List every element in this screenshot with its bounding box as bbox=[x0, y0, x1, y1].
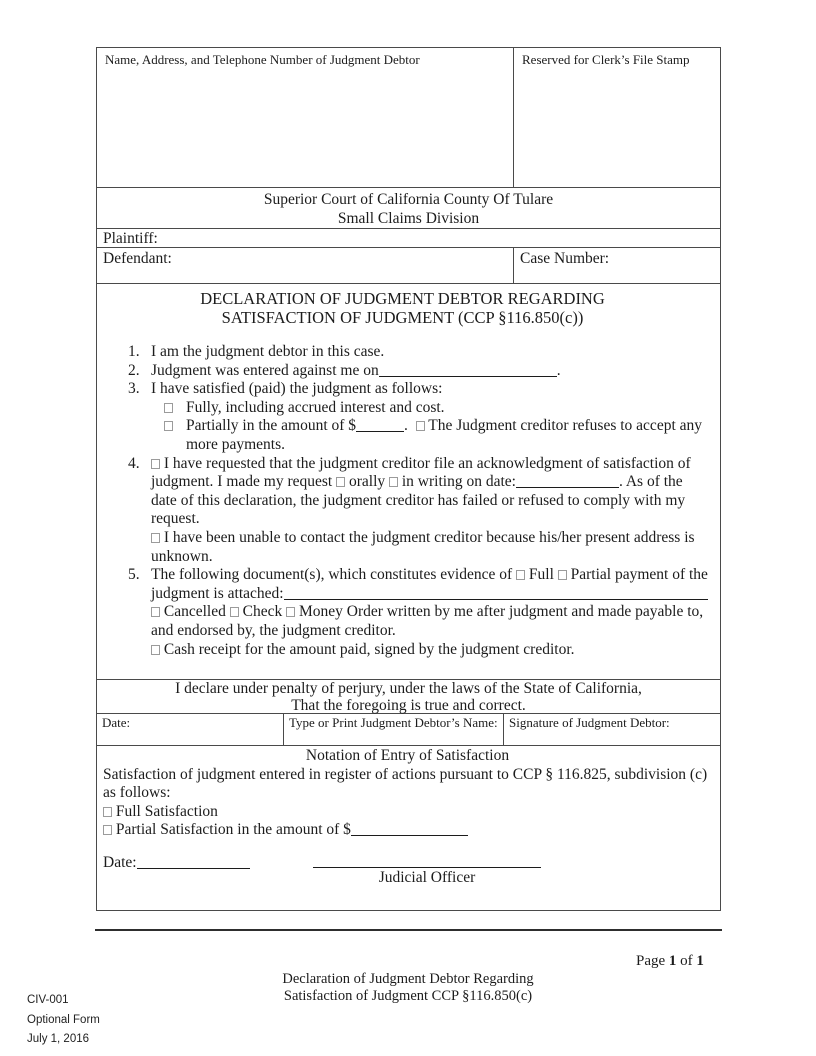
item-1-number: 1. bbox=[128, 343, 140, 360]
attached-documents-blank[interactable] bbox=[284, 586, 708, 600]
sign-signature-field[interactable] bbox=[504, 714, 720, 745]
partial-amount-blank[interactable] bbox=[356, 418, 404, 432]
cancelled-check-money-line bbox=[151, 603, 708, 640]
checkbox-cancelled[interactable] bbox=[151, 607, 160, 617]
declaration-body bbox=[97, 283, 720, 679]
full-satisfaction-label: Full Satisfaction bbox=[115, 802, 218, 820]
item-1-text: I am the judgment debtor in this case. bbox=[151, 343, 385, 360]
option-partially-dot: . bbox=[404, 417, 408, 435]
court-division: Small Claims Division bbox=[337, 210, 480, 227]
item-3-text: I have satisfied (paid) the judgment as follows: bbox=[151, 380, 443, 398]
item-5-text-a: The following document(s), which constitutes evidence of bbox=[151, 566, 513, 584]
full-payment-label: Full bbox=[528, 566, 554, 584]
item-3-content bbox=[151, 380, 708, 454]
checkbox-partial-payment[interactable] bbox=[558, 570, 567, 580]
full-satisfaction-line bbox=[103, 803, 712, 822]
notation-body: Satisfaction of judgment entered in register of actions pursuant to CCP § 116.825, subdivision (c) as follows: bbox=[103, 765, 708, 802]
checkbox-fully[interactable] bbox=[164, 403, 173, 413]
form-date: July 1, 2016 bbox=[27, 1033, 90, 1045]
item-4-unable-line bbox=[151, 529, 708, 566]
checkbox-cash-receipt[interactable] bbox=[151, 645, 160, 655]
option-partially-pre: Partially in the amount of $ bbox=[186, 417, 357, 435]
clerk-file-stamp-box bbox=[514, 48, 720, 187]
judgment-date-blank[interactable] bbox=[379, 363, 557, 377]
check-label: Check bbox=[242, 603, 283, 621]
judicial-officer-block bbox=[313, 836, 541, 888]
of-word: of bbox=[680, 953, 693, 969]
plaintiff-label: Plaintiff: bbox=[103, 230, 158, 247]
document-title-line1: DECLARATION OF JUDGMENT DEBTOR REGARDING bbox=[200, 289, 605, 308]
debtor-address-box[interactable] bbox=[97, 48, 514, 187]
checkbox-requested-acknowledgment[interactable] bbox=[151, 459, 160, 469]
cash-receipt-label: Cash receipt for the amount paid, signed by the judgment creditor. bbox=[163, 640, 575, 658]
sign-signature-label: Signature of Judgment Debtor: bbox=[509, 715, 670, 730]
in-writing-label: in writing on date: bbox=[401, 473, 516, 491]
case-number-label: Case Number: bbox=[520, 250, 610, 267]
option-fully-label: Fully, including accrued interest and cost. bbox=[186, 398, 445, 416]
checkbox-partially[interactable] bbox=[164, 421, 173, 431]
item-4 bbox=[128, 455, 708, 567]
page-total: 1 bbox=[696, 953, 704, 969]
sign-date-field[interactable] bbox=[97, 714, 284, 745]
money-order-label: Money Order written by me after judgment and made payable to, and endorsed by, the judgment creditor. bbox=[151, 603, 704, 639]
partial-payment-label: Partial payment of the judgment is bbox=[151, 566, 708, 602]
item-4-number: 4. bbox=[128, 454, 140, 472]
notation-heading: Notation of Entry of Satisfaction bbox=[305, 747, 510, 764]
option-partially bbox=[163, 417, 708, 454]
document-title-line2: SATISFACTION OF JUDGMENT (CCP §116.850(c)) bbox=[221, 307, 584, 327]
footer-divider bbox=[95, 929, 722, 931]
checkbox-orally[interactable] bbox=[336, 477, 345, 487]
sign-name-label: Type or Print Judgment Debtor’s Name: bbox=[289, 715, 498, 730]
orally-label: orally bbox=[348, 473, 386, 491]
checkbox-full-payment[interactable] bbox=[516, 570, 525, 580]
item-3-number: 3. bbox=[128, 380, 140, 398]
perjury-line1: I declare under penalty of perjury, under the laws of the State of California, bbox=[175, 680, 642, 697]
item-2-pre: Judgment was entered against me on bbox=[151, 361, 379, 379]
footer-title-line2: Satisfaction of Judgment CCP §116.850(c) bbox=[283, 988, 533, 1004]
page-number bbox=[636, 953, 704, 970]
item-4-text-a: I have requested that the judgment creditor file an acknowledgment of satisfaction of judgment. I made my request bbox=[151, 454, 691, 491]
form-identification bbox=[27, 991, 100, 1050]
notation-section bbox=[97, 745, 720, 910]
notation-date-line bbox=[103, 854, 250, 873]
option-fully bbox=[163, 399, 708, 418]
perjury-line2: That the foregoing is true and correct. bbox=[291, 697, 526, 714]
header-box bbox=[97, 48, 720, 187]
debtor-address-label: Name, Address, and Telephone Number of Judgment Debtor bbox=[105, 52, 420, 67]
form-box bbox=[96, 47, 721, 911]
notation-date-blank[interactable] bbox=[137, 855, 250, 869]
checkbox-partial-satisfaction[interactable] bbox=[103, 825, 112, 835]
item-5-content bbox=[151, 566, 708, 659]
cash-receipt-line bbox=[151, 641, 708, 660]
checkbox-unable-to-contact[interactable] bbox=[151, 533, 160, 543]
item-2-number: 2. bbox=[128, 361, 140, 379]
signature-row bbox=[97, 713, 720, 745]
checkbox-creditor-refuses[interactable] bbox=[416, 421, 425, 431]
item-5 bbox=[128, 566, 708, 659]
case-number-field[interactable] bbox=[514, 248, 720, 283]
judicial-officer-label: Judicial Officer bbox=[378, 869, 476, 886]
item-2 bbox=[128, 362, 708, 381]
cancelled-label: Cancelled bbox=[163, 603, 226, 621]
plaintiff-row[interactable] bbox=[97, 228, 720, 247]
clerk-file-stamp-label: Reserved for Clerk’s File Stamp bbox=[522, 52, 690, 67]
sign-date-label: Date: bbox=[102, 715, 131, 730]
option-partially-label bbox=[186, 417, 708, 454]
item-2-post: . bbox=[556, 361, 561, 379]
attached-label: attached: bbox=[227, 584, 284, 602]
footer-title bbox=[0, 971, 816, 1005]
page-num: 1 bbox=[668, 953, 677, 969]
footer-title-line1: Declaration of Judgment Debtor Regarding bbox=[282, 971, 534, 987]
document-title bbox=[97, 290, 708, 327]
checkbox-full-satisfaction[interactable] bbox=[103, 807, 112, 817]
checkbox-money-order[interactable] bbox=[286, 607, 295, 617]
creditor-refuses-label: The Judgment creditor refuses to accept any more payments. bbox=[186, 417, 703, 453]
defendant-row bbox=[97, 247, 720, 283]
checkbox-in-writing[interactable] bbox=[389, 477, 398, 487]
item-1 bbox=[128, 343, 708, 362]
item-3 bbox=[128, 380, 708, 454]
item-4-content bbox=[151, 455, 708, 567]
defendant-field[interactable] bbox=[97, 248, 514, 283]
partial-satisfaction-label: Partial Satisfaction in the amount of $ bbox=[115, 821, 351, 839]
request-date-blank[interactable] bbox=[516, 474, 619, 488]
form-id: CIV-001 bbox=[27, 994, 69, 1006]
page-word: Page bbox=[636, 953, 666, 969]
attached-line bbox=[228, 585, 708, 602]
item-2-text bbox=[151, 362, 708, 381]
partial-satisfaction-amount-blank[interactable] bbox=[351, 822, 468, 836]
notation-date-label: Date: bbox=[103, 854, 137, 871]
unable-to-contact-label: I have been unable to contact the judgment creditor because his/her present address is unknown. bbox=[151, 528, 695, 565]
form-type: Optional Form bbox=[27, 1013, 100, 1026]
judicial-officer-signature-line[interactable] bbox=[313, 836, 541, 868]
defendant-label: Defendant: bbox=[103, 250, 172, 267]
perjury-declaration bbox=[97, 679, 720, 713]
item-5-number: 5. bbox=[128, 566, 140, 584]
court-heading bbox=[97, 187, 720, 228]
court-name: Superior Court of California County Of Tulare bbox=[263, 191, 554, 208]
checkbox-check[interactable] bbox=[230, 607, 239, 617]
item-4-text-b: . As of the date of this declaration, the judgment creditor has failed or refused to comply with my request. bbox=[151, 473, 686, 528]
sign-name-field[interactable] bbox=[284, 714, 504, 745]
